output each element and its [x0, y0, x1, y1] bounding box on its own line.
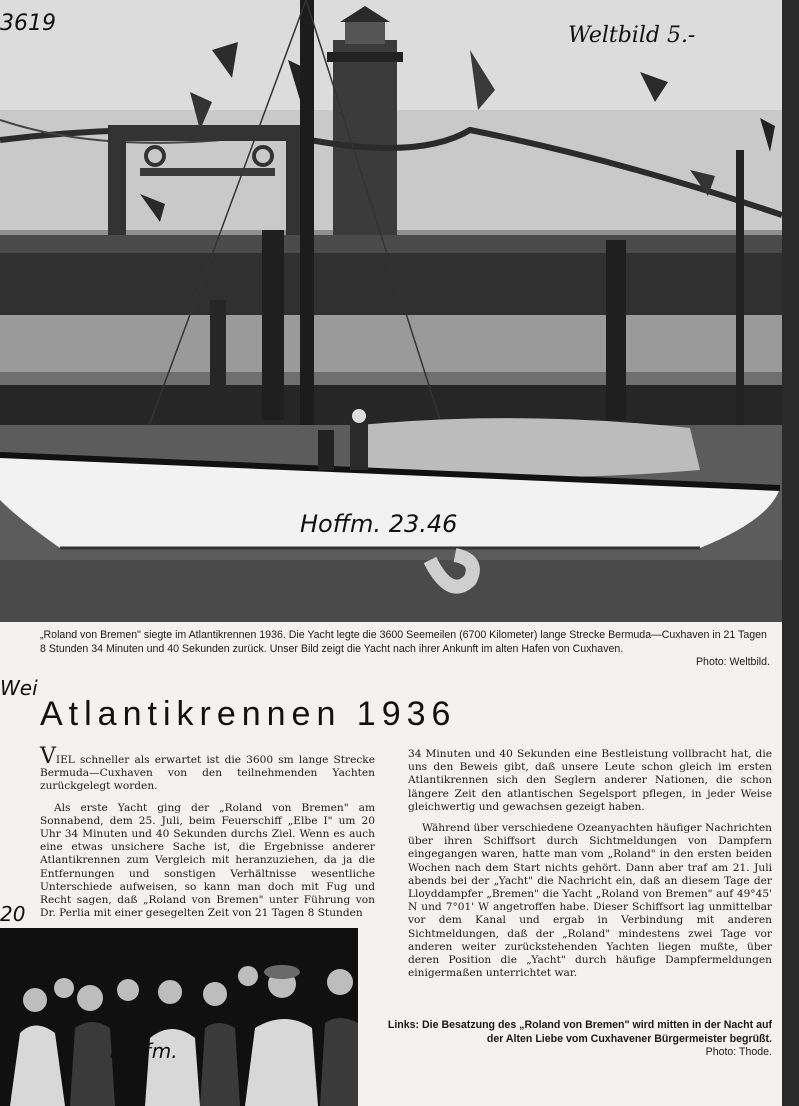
article-column-right	[408, 748, 772, 988]
caption-text: „Roland von Bremen" siegte im Atlantikrennen 1936. Die Yacht legte die 3600 Seemeilen (6700 Kilometer) lange Strecke Bermuda—Cuxhaven in 21 Tagen 8 Stunden 34 Minuten und 40 Sekunden zurück. Unser Bild zeigt die Yacht nach ihrer Ankunft im alten Hafen von Cuxhaven.	[40, 629, 767, 655]
top-photo-caption	[40, 629, 770, 670]
crew-illustration	[0, 928, 358, 1106]
article-paragraph: Als erste Yacht ging der „Roland von Bremen" am Sonnabend, dem 25. Juli, beim Feuerschiff „Elbe I" um 20 Uhr 34 Minuten und 40 Sekunden durchs Ziel. Wenn es auch eine etwas unsichere Sache ist, die Ergebnisse anderer Atlantikrennen zum Vergleich mit heranzuziehen, da ja die Entfernungen und sonstigen Verhältnisse wesentliche Unterschiede aufweisen, so kann man doch mit Fug und Recht sagen, daß „Roland von Bremen" unter Führung von Dr. Perlia mit einer gesegelten Zeit von 21 Tagen 8 Stunden	[40, 801, 375, 920]
thode-stamp: Thode 5.-	[225, 928, 316, 950]
drop-cap: V	[40, 744, 56, 769]
hull-handwritten-note: Hoffm. 23.46	[300, 510, 458, 538]
bottom-photo-caption	[375, 1019, 772, 1060]
weltbild-stamp: Weltbild 5.-	[568, 23, 696, 48]
pencil-number: 3619	[0, 11, 56, 36]
article-headline: Atlantikrennen 1936	[40, 695, 457, 733]
crew-handwritten-note: Hoffm.	[110, 1039, 178, 1063]
article-paragraph: VIEL schneller als erwartet ist die 3600 sm lange Strecke Bermuda—Cuxhaven von den teilnehmenden Yachten zurückgelegt worden.	[40, 744, 375, 793]
photo-credit: Photo: Weltbild.	[695, 656, 770, 669]
article-column-left	[40, 744, 375, 928]
margin-note-bottom: 20	[0, 902, 26, 926]
article-paragraph: Während über verschiedene Ozeanyachten häufiger Nachrichten über ihren Schiffsort durch Sichtmeldungen von Dampfern eingegangen waren, hatte man vom „Roland" in den ersten beiden Wochen nach dem Start nichts gehört. Dann aber traf am 21. Juli abends bei der „Yacht" die Nachricht ein, daß an diesem Tage der Lloyddampfer „Bremen" die Yacht „Roland von Bremen" auf 49°45' N und 7°01' W angetroffen habe. Dieser Schiffsort lag unmittelbar vor dem Kanal und ergab in Verbindung mit anderen Sichtmeldungen, daß der „Roland" mindestens zwei Tage vor anderen weiter zurückstehenden Yachten liegen mußte, über deren Position die „Yacht" durch häufige Dampfermeldungen einigermaßen unterrichtet war.	[408, 822, 772, 980]
page-edge	[782, 0, 799, 1106]
article-paragraph: 34 Minuten und 40 Sekunden eine Bestleistung vollbracht hat, die uns den Beweis gibt, daß unsere Leute schon gleich im ersten Atlantikrennen sich den Seglern anderer Nationen, die schon längere Zeit den atlantischen Segelsport pflegen, in jeder Weise gleichwertig und gewachsen gezeigt haben.	[408, 748, 772, 813]
crew-photo	[0, 928, 358, 1106]
margin-note-top: Wei	[0, 676, 38, 700]
photo-credit: Photo: Thode.	[705, 1046, 772, 1059]
caption-text: Links: Die Besatzung des „Roland von Bremen" wird mitten in der Nacht auf der Alten Liebe vom Cuxhavener Bürgermeister begrüßt.	[387, 1019, 772, 1045]
